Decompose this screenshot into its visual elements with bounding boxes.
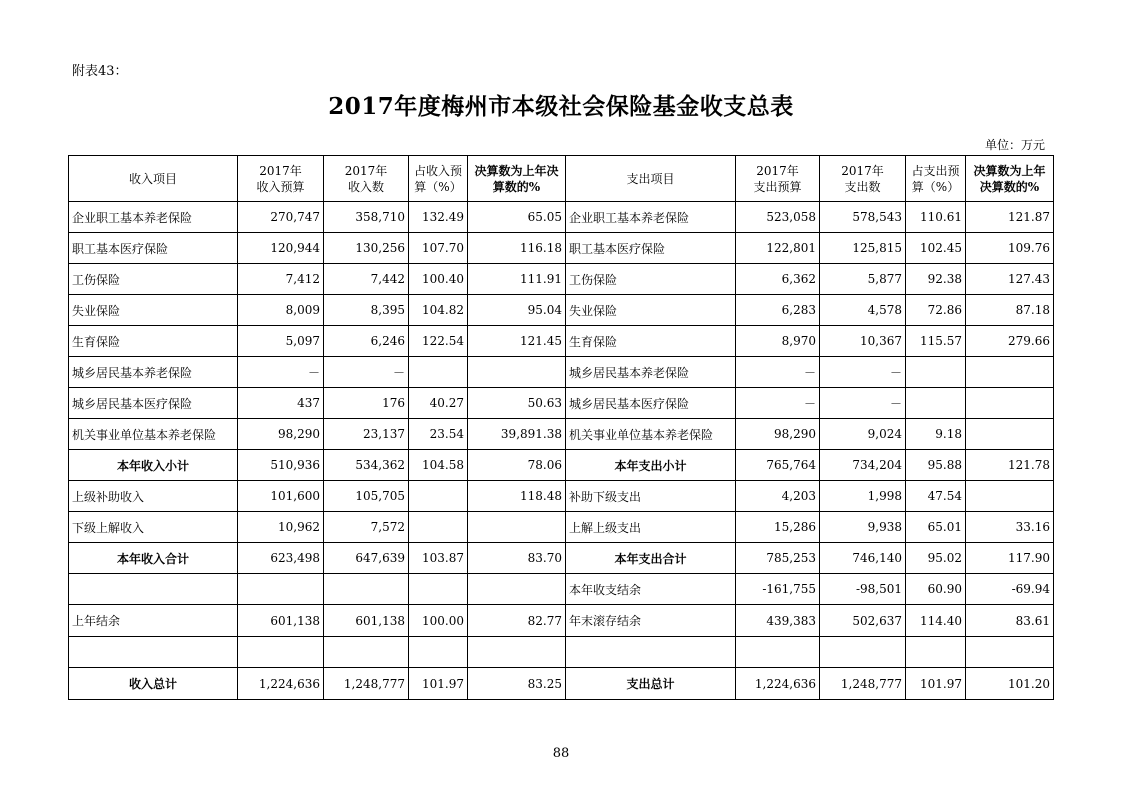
expense-ratio-cell: 115.57 bbox=[906, 326, 966, 357]
header-income-ratio: 占收入预 算（%） bbox=[409, 156, 468, 202]
income-actual-cell: 130,256 bbox=[324, 233, 409, 264]
expense-vs-last-cell: 127.43 bbox=[966, 264, 1054, 295]
income-budget-cell: 8,009 bbox=[238, 295, 324, 326]
income-item-cell: 城乡居民基本养老保险 bbox=[69, 357, 238, 388]
expense-actual-cell: 9,938 bbox=[820, 512, 906, 543]
header-expense-ratio: 占支出预 算（%） bbox=[906, 156, 966, 202]
income-budget-cell: 601,138 bbox=[238, 605, 324, 637]
income-budget-cell: 7,412 bbox=[238, 264, 324, 295]
table-row bbox=[69, 326, 1054, 357]
expense-budget-cell: 785,253 bbox=[736, 543, 820, 574]
income-budget-cell: 270,747 bbox=[238, 202, 324, 233]
expense-actual-cell: 5,877 bbox=[820, 264, 906, 295]
income-vs-last-cell: 65.05 bbox=[468, 202, 566, 233]
expense-vs-last-cell: 87.18 bbox=[966, 295, 1054, 326]
expense-ratio-cell bbox=[906, 637, 966, 668]
expense-item-cell: 城乡居民基本医疗保险 bbox=[566, 388, 736, 419]
income-vs-last-cell: 50.63 bbox=[468, 388, 566, 419]
expense-ratio-cell: 72.86 bbox=[906, 295, 966, 326]
income-ratio-cell: 122.54 bbox=[409, 326, 468, 357]
income-ratio-cell bbox=[409, 574, 468, 605]
income-actual-cell: 647,639 bbox=[324, 543, 409, 574]
income-ratio-cell: 107.70 bbox=[409, 233, 468, 264]
income-item-cell: 职工基本医疗保险 bbox=[69, 233, 238, 264]
expense-budget-cell: 6,283 bbox=[736, 295, 820, 326]
income-vs-last-cell: 111.91 bbox=[468, 264, 566, 295]
expense-ratio-cell bbox=[906, 388, 966, 419]
expense-budget-cell: -161,755 bbox=[736, 574, 820, 605]
income-vs-last-cell: 82.77 bbox=[468, 605, 566, 637]
income-budget-cell: 437 bbox=[238, 388, 324, 419]
expense-item-cell: 年末滚存结余 bbox=[566, 605, 736, 637]
table-row bbox=[69, 605, 1054, 637]
expense-item-cell: 工伤保险 bbox=[566, 264, 736, 295]
expense-budget-cell: 15,286 bbox=[736, 512, 820, 543]
expense-actual-cell: 4,578 bbox=[820, 295, 906, 326]
income-item-cell: 机关事业单位基本养老保险 bbox=[69, 419, 238, 450]
expense-actual-cell: 734,204 bbox=[820, 450, 906, 481]
income-actual-cell: 8,395 bbox=[324, 295, 409, 326]
expense-budget-cell: － bbox=[736, 388, 820, 419]
header-income-vs-last: 决算数为上年决 算数的% bbox=[468, 156, 566, 202]
table-row bbox=[69, 388, 1054, 419]
income-ratio-cell: 103.87 bbox=[409, 543, 468, 574]
income-budget-cell: － bbox=[238, 357, 324, 388]
expense-ratio-cell: 47.54 bbox=[906, 481, 966, 512]
income-actual-cell: 23,137 bbox=[324, 419, 409, 450]
expense-budget-cell: － bbox=[736, 357, 820, 388]
expense-actual-cell bbox=[820, 637, 906, 668]
expense-ratio-cell: 110.61 bbox=[906, 202, 966, 233]
expense-vs-last-cell bbox=[966, 419, 1054, 450]
income-budget-cell: 510,936 bbox=[238, 450, 324, 481]
expense-actual-cell: － bbox=[820, 357, 906, 388]
page-number: 88 bbox=[552, 746, 570, 761]
page-label: 附表43： bbox=[72, 64, 128, 79]
table-row bbox=[69, 295, 1054, 326]
income-vs-last-cell bbox=[468, 574, 566, 605]
income-item-cell: 本年收入小计 bbox=[69, 450, 238, 481]
expense-actual-cell: 125,815 bbox=[820, 233, 906, 264]
income-item-cell bbox=[69, 637, 238, 668]
expense-budget-cell: 523,058 bbox=[736, 202, 820, 233]
expense-budget-cell: 6,362 bbox=[736, 264, 820, 295]
expense-budget-cell: 8,970 bbox=[736, 326, 820, 357]
expense-actual-cell: 1,998 bbox=[820, 481, 906, 512]
table-row bbox=[69, 357, 1054, 388]
expense-item-cell: 支出总计 bbox=[566, 668, 736, 700]
income-item-cell: 上级补助收入 bbox=[69, 481, 238, 512]
income-ratio-cell bbox=[409, 481, 468, 512]
expense-budget-cell: 4,203 bbox=[736, 481, 820, 512]
income-item-cell: 本年收入合计 bbox=[69, 543, 238, 574]
income-budget-cell: 10,962 bbox=[238, 512, 324, 543]
income-ratio-cell: 104.82 bbox=[409, 295, 468, 326]
expense-actual-cell: -98,501 bbox=[820, 574, 906, 605]
income-ratio-cell: 23.54 bbox=[409, 419, 468, 450]
income-vs-last-cell bbox=[468, 637, 566, 668]
income-ratio-cell bbox=[409, 357, 468, 388]
income-vs-last-cell: 83.70 bbox=[468, 543, 566, 574]
table-total-row bbox=[69, 450, 1054, 481]
income-vs-last-cell: 78.06 bbox=[468, 450, 566, 481]
income-budget-cell: 1,224,636 bbox=[238, 668, 324, 700]
income-item-cell: 生育保险 bbox=[69, 326, 238, 357]
header-income-budget: 2017年 收入预算 bbox=[238, 156, 324, 202]
income-actual-cell bbox=[324, 637, 409, 668]
income-ratio-cell: 100.00 bbox=[409, 605, 468, 637]
income-vs-last-cell: 121.45 bbox=[468, 326, 566, 357]
income-budget-cell bbox=[238, 637, 324, 668]
income-actual-cell: 6,246 bbox=[324, 326, 409, 357]
unit-label: 单位：万元 bbox=[984, 138, 1045, 152]
income-budget-cell: 101,600 bbox=[238, 481, 324, 512]
expense-ratio-cell: 65.01 bbox=[906, 512, 966, 543]
table-header-row bbox=[69, 156, 1054, 202]
expense-item-cell: 本年收支结余 bbox=[566, 574, 736, 605]
income-actual-cell: 105,705 bbox=[324, 481, 409, 512]
expense-ratio-cell: 102.45 bbox=[906, 233, 966, 264]
income-actual-cell: 601,138 bbox=[324, 605, 409, 637]
header-expense-budget: 2017年 支出预算 bbox=[736, 156, 820, 202]
header-income-item: 收入项目 bbox=[69, 156, 238, 202]
expense-actual-cell: 10,367 bbox=[820, 326, 906, 357]
income-vs-last-cell: 83.25 bbox=[468, 668, 566, 700]
income-item-cell: 企业职工基本养老保险 bbox=[69, 202, 238, 233]
income-ratio-cell: 101.97 bbox=[409, 668, 468, 700]
page-title: 2017年度梅州市本级社会保险基金收支总表 bbox=[328, 93, 794, 120]
expense-budget-cell bbox=[736, 637, 820, 668]
table-row bbox=[69, 512, 1054, 543]
income-ratio-cell bbox=[409, 637, 468, 668]
table-row bbox=[69, 481, 1054, 512]
header-expense-actual: 2017年 支出数 bbox=[820, 156, 906, 202]
income-budget-cell bbox=[238, 574, 324, 605]
table-row bbox=[69, 233, 1054, 264]
expense-actual-cell: 578,543 bbox=[820, 202, 906, 233]
expense-vs-last-cell bbox=[966, 357, 1054, 388]
expense-budget-cell: 122,801 bbox=[736, 233, 820, 264]
expense-vs-last-cell bbox=[966, 637, 1054, 668]
income-actual-cell: － bbox=[324, 357, 409, 388]
expense-item-cell: 本年支出小计 bbox=[566, 450, 736, 481]
income-item-cell: 失业保险 bbox=[69, 295, 238, 326]
table-total-row bbox=[69, 668, 1054, 700]
table-row bbox=[69, 574, 1054, 605]
expense-actual-cell: 1,248,777 bbox=[820, 668, 906, 700]
income-ratio-cell: 132.49 bbox=[409, 202, 468, 233]
expense-vs-last-cell: 279.66 bbox=[966, 326, 1054, 357]
income-budget-cell: 120,944 bbox=[238, 233, 324, 264]
income-vs-last-cell bbox=[468, 512, 566, 543]
expense-ratio-cell: 92.38 bbox=[906, 264, 966, 295]
expense-actual-cell: 746,140 bbox=[820, 543, 906, 574]
income-actual-cell: 176 bbox=[324, 388, 409, 419]
income-vs-last-cell bbox=[468, 357, 566, 388]
expense-vs-last-cell: 109.76 bbox=[966, 233, 1054, 264]
income-ratio-cell bbox=[409, 512, 468, 543]
expense-budget-cell: 439,383 bbox=[736, 605, 820, 637]
income-vs-last-cell: 118.48 bbox=[468, 481, 566, 512]
table-row bbox=[69, 419, 1054, 450]
expense-ratio-cell: 101.97 bbox=[906, 668, 966, 700]
expense-budget-cell: 1,224,636 bbox=[736, 668, 820, 700]
expense-ratio-cell: 9.18 bbox=[906, 419, 966, 450]
expense-budget-cell: 98,290 bbox=[736, 419, 820, 450]
expense-item-cell: 补助下级支出 bbox=[566, 481, 736, 512]
income-budget-cell: 98,290 bbox=[238, 419, 324, 450]
table-total-row bbox=[69, 543, 1054, 574]
expense-item-cell: 企业职工基本养老保险 bbox=[566, 202, 736, 233]
income-vs-last-cell: 95.04 bbox=[468, 295, 566, 326]
income-budget-cell: 5,097 bbox=[238, 326, 324, 357]
expense-vs-last-cell: 121.87 bbox=[966, 202, 1054, 233]
expense-ratio-cell bbox=[906, 357, 966, 388]
expense-actual-cell: 502,637 bbox=[820, 605, 906, 637]
expense-vs-last-cell: 117.90 bbox=[966, 543, 1054, 574]
expense-vs-last-cell bbox=[966, 388, 1054, 419]
income-actual-cell: 534,362 bbox=[324, 450, 409, 481]
table-row bbox=[69, 637, 1054, 668]
expense-vs-last-cell: 101.20 bbox=[966, 668, 1054, 700]
income-item-cell: 城乡居民基本医疗保险 bbox=[69, 388, 238, 419]
income-actual-cell: 7,442 bbox=[324, 264, 409, 295]
expense-ratio-cell: 60.90 bbox=[906, 574, 966, 605]
income-vs-last-cell: 116.18 bbox=[468, 233, 566, 264]
income-budget-cell: 623,498 bbox=[238, 543, 324, 574]
expense-item-cell: 城乡居民基本养老保险 bbox=[566, 357, 736, 388]
income-item-cell: 收入总计 bbox=[69, 668, 238, 700]
income-actual-cell bbox=[324, 574, 409, 605]
expense-actual-cell: 9,024 bbox=[820, 419, 906, 450]
expense-item-cell: 失业保险 bbox=[566, 295, 736, 326]
header-income-actual: 2017年 收入数 bbox=[324, 156, 409, 202]
expense-ratio-cell: 114.40 bbox=[906, 605, 966, 637]
table-row bbox=[69, 264, 1054, 295]
expense-budget-cell: 765,764 bbox=[736, 450, 820, 481]
expense-vs-last-cell: 121.78 bbox=[966, 450, 1054, 481]
expense-vs-last-cell: 33.16 bbox=[966, 512, 1054, 543]
expense-ratio-cell: 95.88 bbox=[906, 450, 966, 481]
income-actual-cell: 7,572 bbox=[324, 512, 409, 543]
expense-item-cell: 职工基本医疗保险 bbox=[566, 233, 736, 264]
income-actual-cell: 1,248,777 bbox=[324, 668, 409, 700]
fund-summary-table bbox=[68, 155, 1054, 700]
header-expense-item: 支出项目 bbox=[566, 156, 736, 202]
income-item-cell: 下级上解收入 bbox=[69, 512, 238, 543]
table-row bbox=[69, 202, 1054, 233]
expense-vs-last-cell: -69.94 bbox=[966, 574, 1054, 605]
income-ratio-cell: 40.27 bbox=[409, 388, 468, 419]
expense-item-cell: 上解上级支出 bbox=[566, 512, 736, 543]
income-item-cell: 上年结余 bbox=[69, 605, 238, 637]
income-vs-last-cell: 39,891.38 bbox=[468, 419, 566, 450]
expense-ratio-cell: 95.02 bbox=[906, 543, 966, 574]
expense-item-cell bbox=[566, 637, 736, 668]
income-item-cell bbox=[69, 574, 238, 605]
header-expense-vs-last: 决算数为上年 决算数的% bbox=[966, 156, 1054, 202]
expense-item-cell: 生育保险 bbox=[566, 326, 736, 357]
income-actual-cell: 358,710 bbox=[324, 202, 409, 233]
income-ratio-cell: 104.58 bbox=[409, 450, 468, 481]
expense-vs-last-cell bbox=[966, 481, 1054, 512]
expense-actual-cell: － bbox=[820, 388, 906, 419]
expense-item-cell: 本年支出合计 bbox=[566, 543, 736, 574]
expense-vs-last-cell: 83.61 bbox=[966, 605, 1054, 637]
income-item-cell: 工伤保险 bbox=[69, 264, 238, 295]
expense-item-cell: 机关事业单位基本养老保险 bbox=[566, 419, 736, 450]
income-ratio-cell: 100.40 bbox=[409, 264, 468, 295]
